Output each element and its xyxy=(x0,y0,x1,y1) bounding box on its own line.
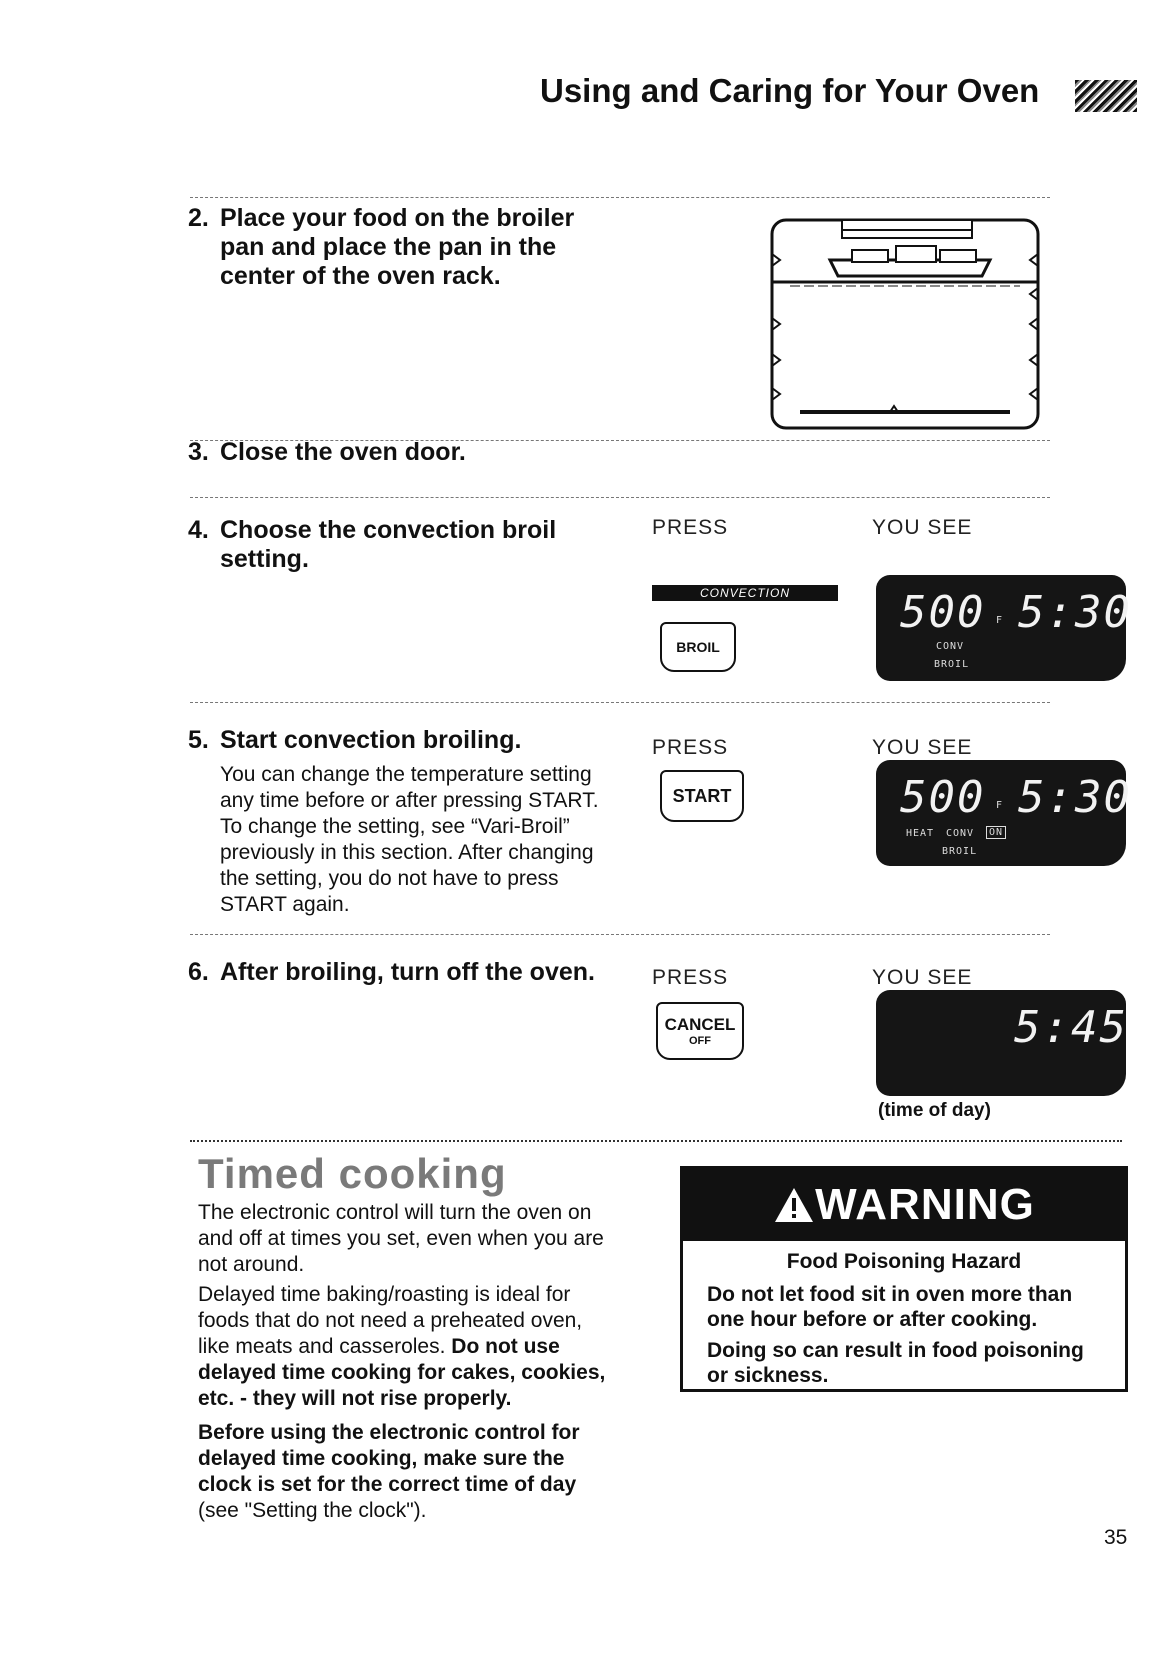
you-see-label: YOU SEE xyxy=(872,736,973,759)
warning-text-2 xyxy=(683,1338,1125,1388)
step-2 xyxy=(188,204,668,291)
text-line: etc. - they will not rise properly. xyxy=(198,1387,512,1410)
section-title: Timed cooking xyxy=(198,1150,507,1197)
step-4-number: 4. xyxy=(188,516,209,544)
text-line: or sickness. xyxy=(707,1364,829,1387)
page-number: 35 xyxy=(1104,1526,1128,1549)
step-5-body-line: any time before or after pressing START. xyxy=(220,789,599,812)
display-indicator: BROIL xyxy=(934,659,970,670)
step-3 xyxy=(188,438,466,467)
you-see-label: YOU SEE xyxy=(872,966,973,989)
step-4-line: Choose the convection broil xyxy=(220,516,557,544)
text-line: clock is set for the correct time of day xyxy=(198,1473,577,1496)
display-time: 5:30 xyxy=(1018,587,1132,638)
display-temperature: 500 xyxy=(900,772,986,823)
step-2-line: pan and place the pan in the xyxy=(220,233,557,261)
timed-paragraph-2 xyxy=(198,1282,658,1412)
step-4 xyxy=(188,516,608,574)
start-button[interactable]: START xyxy=(660,770,744,822)
section-divider xyxy=(190,1140,1122,1142)
cancel-button-label: CANCEL xyxy=(664,1015,736,1034)
step-4-line: setting. xyxy=(220,545,309,573)
divider xyxy=(190,197,1050,198)
text-line: delayed time cooking, make sure the xyxy=(198,1447,565,1470)
step-2-line: Place your food on the broiler xyxy=(220,204,575,232)
convection-bar: CONVECTION xyxy=(652,585,838,601)
step-6-heading: After broiling, turn off the oven. xyxy=(220,958,595,986)
step-5-number: 5. xyxy=(188,726,209,754)
step-6-number: 6. xyxy=(188,958,209,986)
step-5-body xyxy=(220,762,640,918)
warning-heading: WARNING xyxy=(815,1180,1035,1229)
step-5-body-line: To change the setting, see “Vari-Broil” xyxy=(220,815,570,838)
display-unit: F xyxy=(996,800,1004,811)
text-line: Delayed time baking/roasting is ideal for xyxy=(198,1283,571,1306)
divider xyxy=(190,702,1050,703)
step-5-body-line: the setting, you do not have to press xyxy=(220,867,559,890)
step-5-body-line: previously in this section. After changing xyxy=(220,841,594,864)
step-5-heading: Start convection broiling. xyxy=(220,726,522,754)
press-label: PRESS xyxy=(652,736,729,759)
step-3-number: 3. xyxy=(188,438,209,466)
step-2-line: center of the oven rack. xyxy=(220,262,501,290)
text-line: one hour before or after cooking. xyxy=(707,1308,1038,1331)
timed-paragraph-1 xyxy=(198,1200,658,1278)
broil-button[interactable]: BROIL xyxy=(660,622,736,672)
off-button-label: OFF xyxy=(689,1035,711,1047)
display-unit: F xyxy=(996,615,1004,626)
display-indicator: CONV xyxy=(936,641,965,652)
cancel-off-button[interactable] xyxy=(656,1002,744,1060)
step-3-text: Close the oven door. xyxy=(220,438,466,466)
text-line: not around. xyxy=(198,1253,305,1276)
warning-triangle-icon xyxy=(773,1186,815,1224)
press-label: PRESS xyxy=(652,516,729,539)
display-on-indicator: ON xyxy=(986,826,1006,839)
step-5-title xyxy=(188,726,521,755)
divider xyxy=(190,497,1050,498)
text-line: like meats and casseroles. xyxy=(198,1335,452,1358)
display-indicator: HEAT xyxy=(906,828,935,839)
display-indicator: BROIL xyxy=(942,846,978,857)
step-6-title xyxy=(188,958,595,987)
warning-text-1 xyxy=(683,1282,1125,1332)
display-time: 5:45 xyxy=(1014,1002,1128,1053)
text-line: delayed time cooking for cakes, cookies, xyxy=(198,1361,606,1384)
step-5-body-line: START again. xyxy=(220,893,350,916)
oven-display xyxy=(876,760,1132,866)
text-line: Before using the electronic control for xyxy=(198,1421,580,1444)
text-bold: Do not use xyxy=(451,1335,560,1358)
oven-display xyxy=(876,990,1126,1096)
text-line: foods that do not need a preheated oven, xyxy=(198,1309,583,1332)
text-line: (see "Setting the clock"). xyxy=(198,1499,427,1522)
display-indicator: CONV xyxy=(946,828,975,839)
text-line: Do not let food sit in oven more than xyxy=(707,1283,1073,1306)
press-label: PRESS xyxy=(652,966,729,989)
display-temperature: 500 xyxy=(900,587,986,638)
display-time: 5:30 xyxy=(1018,772,1132,823)
you-see-label: YOU SEE xyxy=(872,516,973,539)
oven-cavity-illustration xyxy=(770,218,1040,430)
text-line: Doing so can result in food poisoning xyxy=(707,1339,1084,1362)
time-of-day-caption: (time of day) xyxy=(878,1100,991,1121)
warning-hazard: Food Poisoning Hazard xyxy=(786,1250,1022,1273)
text-line: and off at times you set, even when you are xyxy=(198,1227,604,1250)
step-5-body-line: You can change the temperature setting xyxy=(220,763,592,786)
warning-header xyxy=(683,1169,1125,1241)
page-header-title: Using and Caring for Your Oven xyxy=(540,72,1040,109)
divider xyxy=(190,934,1050,935)
oven-display xyxy=(876,575,1132,681)
step-2-number: 2. xyxy=(188,204,209,232)
warning-box xyxy=(680,1166,1128,1392)
timed-paragraph-3 xyxy=(198,1420,658,1524)
header-logo-mark xyxy=(1075,80,1137,112)
text-line: The electronic control will turn the oven on xyxy=(198,1201,592,1224)
